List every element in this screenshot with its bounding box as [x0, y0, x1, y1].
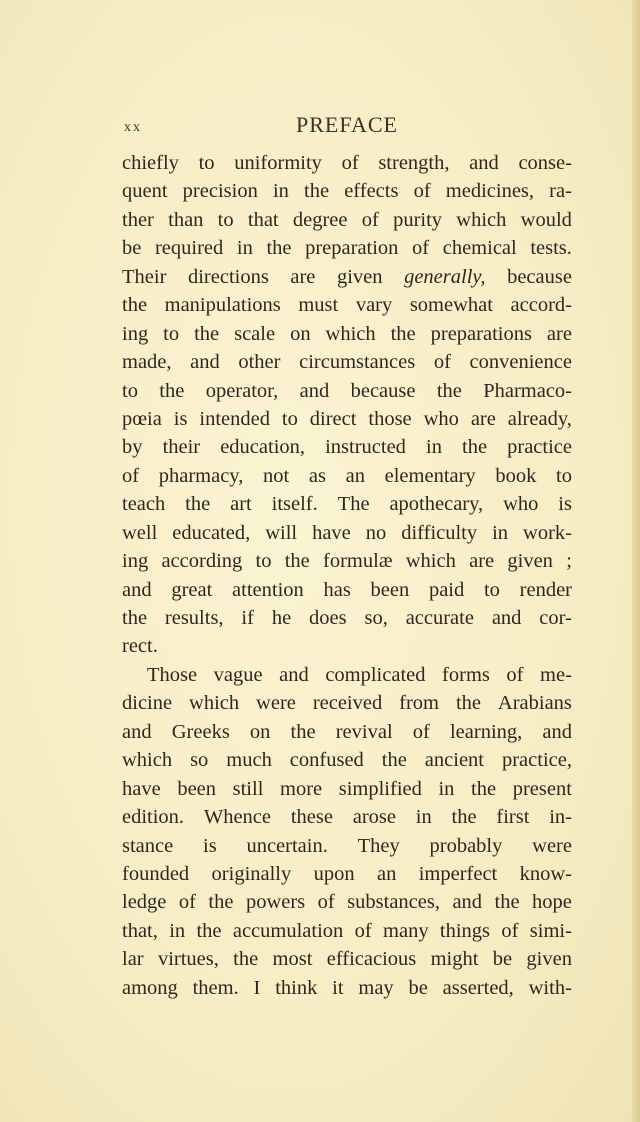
- word: received: [312, 692, 383, 715]
- word: in: [236, 237, 253, 260]
- word: results,: [164, 607, 224, 629]
- word: and: [299, 379, 330, 402]
- word: most: [272, 948, 313, 971]
- word: instructed: [325, 436, 406, 459]
- word: were: [256, 692, 296, 715]
- word: vary: [355, 294, 393, 317]
- word: which: [456, 208, 507, 231]
- word: the: [381, 749, 407, 772]
- word: I: [253, 976, 261, 999]
- word: in-: [549, 806, 572, 829]
- word: their: [162, 436, 201, 459]
- text-line: [122, 604, 572, 632]
- word: education,: [220, 436, 306, 459]
- word: generally,: [404, 265, 486, 288]
- word: The: [337, 493, 370, 516]
- word: chemical: [442, 237, 517, 260]
- word: are: [290, 265, 316, 288]
- word: of: [506, 663, 524, 686]
- word: is: [173, 407, 188, 430]
- word: other: [238, 351, 281, 374]
- word: made,: [122, 351, 172, 374]
- word: because: [350, 379, 416, 402]
- word: circumstances: [299, 351, 416, 374]
- word: in: [169, 919, 186, 942]
- word: precision: [182, 180, 258, 203]
- word: it: [332, 976, 344, 999]
- word: know-: [519, 862, 572, 885]
- word: that,: [122, 919, 158, 942]
- word: would: [520, 208, 572, 231]
- word: which: [122, 749, 173, 772]
- word: the: [194, 322, 220, 345]
- word: be: [492, 948, 513, 971]
- word: which: [325, 322, 376, 345]
- word: stance: [122, 834, 174, 857]
- word: dicine: [122, 692, 173, 715]
- word: in: [492, 521, 509, 544]
- word: in: [426, 436, 442, 459]
- word: substances,: [347, 891, 440, 914]
- word: simi-: [529, 919, 572, 942]
- word: of: [361, 208, 379, 231]
- word: accurate: [405, 607, 474, 629]
- word: might: [430, 948, 479, 971]
- word: to: [556, 464, 572, 487]
- word: manipulations: [164, 294, 281, 317]
- word: practice,: [501, 749, 572, 772]
- word: does: [309, 607, 347, 629]
- word: which: [405, 550, 456, 573]
- word: he: [271, 607, 292, 629]
- word: been: [370, 578, 410, 601]
- text-line: [122, 576, 572, 604]
- word: and: [491, 607, 522, 629]
- word: who: [423, 407, 459, 430]
- word: arose: [352, 806, 396, 829]
- word: tests.: [530, 237, 572, 260]
- running-head: PREFACE: [296, 112, 398, 137]
- body-text: [122, 149, 572, 1002]
- word: be: [122, 237, 142, 260]
- word: Their: [122, 265, 167, 288]
- word: think: [275, 976, 318, 999]
- text-line: [122, 917, 572, 945]
- word: of: [354, 919, 372, 942]
- word: which: [189, 692, 240, 715]
- word: in: [272, 180, 289, 203]
- word: effects: [344, 180, 399, 203]
- word: of: [412, 720, 430, 743]
- text-line: [122, 291, 572, 319]
- word: the: [390, 322, 416, 345]
- word: than: [168, 208, 204, 231]
- word: rect.: [122, 635, 158, 658]
- word: still: [232, 777, 264, 800]
- word: the: [185, 493, 211, 516]
- word: are: [470, 407, 496, 430]
- word: the: [290, 720, 316, 743]
- word: may: [358, 976, 394, 999]
- word: pharmacy,: [158, 464, 244, 487]
- word: things: [439, 919, 491, 942]
- word: probably: [429, 834, 503, 857]
- text-line: [122, 803, 572, 831]
- word: Pharmaco-: [483, 379, 572, 402]
- word: uniformity: [234, 152, 322, 174]
- word: the: [494, 891, 520, 914]
- word: the: [462, 436, 488, 459]
- word: if: [241, 607, 254, 629]
- word: an: [345, 464, 365, 487]
- word: and: [122, 720, 152, 743]
- word: the: [451, 806, 477, 829]
- word: no: [365, 521, 387, 544]
- word: of: [433, 351, 451, 374]
- text-line: [122, 348, 572, 376]
- text-line: [122, 974, 572, 1002]
- text-line: [122, 689, 572, 717]
- word: forms: [442, 663, 490, 686]
- word: degree: [292, 208, 348, 231]
- word: the: [436, 379, 462, 402]
- word: pœia: [122, 407, 162, 430]
- word: practice: [507, 436, 572, 459]
- word: simplified: [338, 777, 422, 800]
- word: of: [178, 891, 196, 914]
- word: to: [122, 379, 138, 402]
- word: render: [519, 578, 572, 601]
- word: that: [247, 208, 279, 231]
- word: on: [249, 720, 271, 743]
- word: have: [122, 777, 161, 800]
- word: revival: [335, 720, 393, 743]
- word: of: [122, 464, 140, 487]
- word: complicated: [325, 663, 426, 686]
- word: art: [230, 493, 252, 516]
- text-line: [122, 320, 572, 348]
- word: Greeks: [171, 720, 230, 743]
- word: of: [501, 919, 519, 942]
- word: ra-: [549, 180, 572, 203]
- word: so: [190, 749, 209, 772]
- word: with-: [528, 976, 572, 999]
- word: strength,: [378, 152, 450, 174]
- word: by: [122, 436, 143, 459]
- word: of: [317, 891, 335, 914]
- word: these: [290, 806, 333, 829]
- text-line: [122, 462, 572, 490]
- word: and: [542, 720, 572, 743]
- word: educated,: [172, 521, 251, 544]
- word: required: [154, 237, 224, 260]
- word: to: [163, 322, 180, 345]
- text-line: [122, 263, 572, 291]
- word: will: [265, 521, 298, 544]
- word: scale: [234, 322, 276, 345]
- word: to: [217, 208, 234, 231]
- word: preparations: [430, 322, 532, 345]
- word: an: [376, 862, 397, 885]
- word: those: [368, 407, 412, 430]
- word: hope: [532, 891, 572, 914]
- word: in: [415, 806, 432, 829]
- word: ing: [122, 550, 149, 573]
- word: direct: [309, 407, 357, 430]
- text-line: [122, 149, 572, 177]
- word: is: [558, 493, 572, 516]
- word: intended: [199, 407, 270, 430]
- word: from: [399, 692, 440, 715]
- text-line: [122, 234, 572, 262]
- word: somewhat: [409, 294, 493, 317]
- word: edition.: [122, 806, 185, 829]
- word: given: [526, 948, 572, 971]
- word: is: [203, 834, 217, 857]
- word: given: [336, 265, 383, 288]
- word: ther: [122, 208, 154, 231]
- word: much: [226, 749, 272, 772]
- word: formulæ: [323, 550, 393, 573]
- word: been: [177, 777, 217, 800]
- text-line: [122, 547, 572, 575]
- word: book: [495, 464, 537, 487]
- word: uncertain.: [246, 834, 328, 857]
- word: originally: [211, 862, 292, 885]
- word: ancient: [424, 749, 484, 772]
- word: the: [122, 294, 148, 317]
- word: conse-: [518, 152, 572, 174]
- word: are: [469, 550, 495, 573]
- word: be: [408, 976, 428, 999]
- word: the: [208, 891, 234, 914]
- word: ing: [122, 322, 149, 345]
- word: more: [280, 777, 323, 800]
- word: paid: [428, 578, 465, 601]
- word: the: [122, 607, 148, 629]
- word: vague: [213, 663, 263, 686]
- word: the: [196, 919, 222, 942]
- word: are: [546, 322, 572, 345]
- word: according: [161, 550, 243, 573]
- page-number: xx: [124, 120, 142, 135]
- word: ;: [566, 550, 572, 573]
- word: work-: [523, 521, 572, 544]
- text-line: [122, 832, 572, 860]
- word: difficulty: [401, 521, 478, 544]
- word: given: [507, 550, 553, 573]
- word: and: [122, 578, 152, 601]
- word: me-: [540, 663, 572, 686]
- word: because: [507, 265, 572, 288]
- word: virtues,: [157, 948, 219, 971]
- text-line: [122, 860, 572, 888]
- text-line: [122, 206, 572, 234]
- word: teach: [122, 493, 166, 516]
- word: medicines,: [445, 180, 535, 203]
- word: present: [512, 777, 572, 800]
- word: They: [357, 834, 400, 857]
- word: first: [496, 806, 530, 829]
- text-line: [122, 405, 572, 433]
- word: elementary: [384, 464, 476, 487]
- word: the: [266, 237, 292, 260]
- word: not: [263, 464, 290, 487]
- word: directions: [187, 265, 269, 288]
- word: lar: [122, 948, 144, 971]
- word: in: [438, 777, 455, 800]
- word: have: [312, 521, 351, 544]
- word: so,: [364, 607, 388, 629]
- word: preparation: [305, 237, 399, 260]
- text-line: [122, 945, 572, 973]
- word: to: [255, 550, 272, 573]
- text-line: [122, 775, 572, 803]
- word: and: [279, 663, 309, 686]
- word: founded: [122, 862, 190, 885]
- text-line: [122, 490, 572, 518]
- word: cor-: [539, 607, 572, 629]
- word: accumulation: [232, 919, 344, 942]
- word: and: [452, 891, 483, 914]
- text-line: [122, 661, 572, 689]
- word: ledge: [122, 891, 167, 914]
- word: well: [122, 521, 158, 544]
- word: already,: [507, 407, 572, 430]
- word: who: [503, 493, 539, 516]
- word: among: [122, 976, 178, 999]
- word: and: [190, 351, 220, 374]
- word: and: [469, 152, 499, 174]
- word: the: [455, 692, 481, 715]
- text-line: [122, 888, 572, 916]
- word: on: [290, 322, 311, 345]
- text-line: [122, 433, 572, 461]
- text-line: [122, 746, 572, 774]
- text-line: [122, 177, 572, 205]
- word: upon: [313, 862, 355, 885]
- word: to: [483, 578, 500, 601]
- word: great: [171, 578, 213, 601]
- word: the: [159, 379, 185, 402]
- word: to: [198, 152, 215, 174]
- word: chiefly: [122, 152, 179, 174]
- word: apothecary,: [389, 493, 484, 516]
- page-edge: [632, 0, 640, 1122]
- word: the: [471, 777, 497, 800]
- word: accord-: [510, 294, 572, 317]
- word: operator,: [205, 379, 279, 402]
- word: the: [304, 180, 330, 203]
- word: to: [281, 407, 298, 430]
- word: Arabians: [497, 692, 572, 715]
- word: many: [383, 919, 429, 942]
- word: learning,: [449, 720, 523, 743]
- word: of: [413, 180, 431, 203]
- word: must: [298, 294, 339, 317]
- word: were: [532, 834, 572, 857]
- word: attention: [232, 578, 304, 601]
- word: asserted,: [442, 976, 514, 999]
- page-header: [0, 112, 640, 142]
- word: of: [341, 152, 359, 174]
- word: them.: [192, 976, 239, 999]
- word: the: [284, 550, 310, 573]
- word: Whence: [203, 806, 272, 829]
- text-line: [122, 377, 572, 405]
- text-line: [122, 519, 572, 547]
- word: efficacious: [326, 948, 417, 971]
- word: has: [323, 578, 351, 601]
- word: imperfect: [418, 862, 498, 885]
- word: of: [412, 237, 430, 260]
- word: the: [233, 948, 259, 971]
- word: confused: [289, 749, 364, 772]
- word: Those: [147, 663, 198, 686]
- text-line: [122, 718, 572, 746]
- text-line: [122, 632, 572, 660]
- word: itself.: [271, 493, 318, 516]
- word: as: [308, 464, 326, 487]
- word: powers: [245, 891, 306, 914]
- word: quent: [122, 180, 168, 203]
- word: purity: [393, 208, 443, 231]
- word: convenience: [469, 351, 572, 374]
